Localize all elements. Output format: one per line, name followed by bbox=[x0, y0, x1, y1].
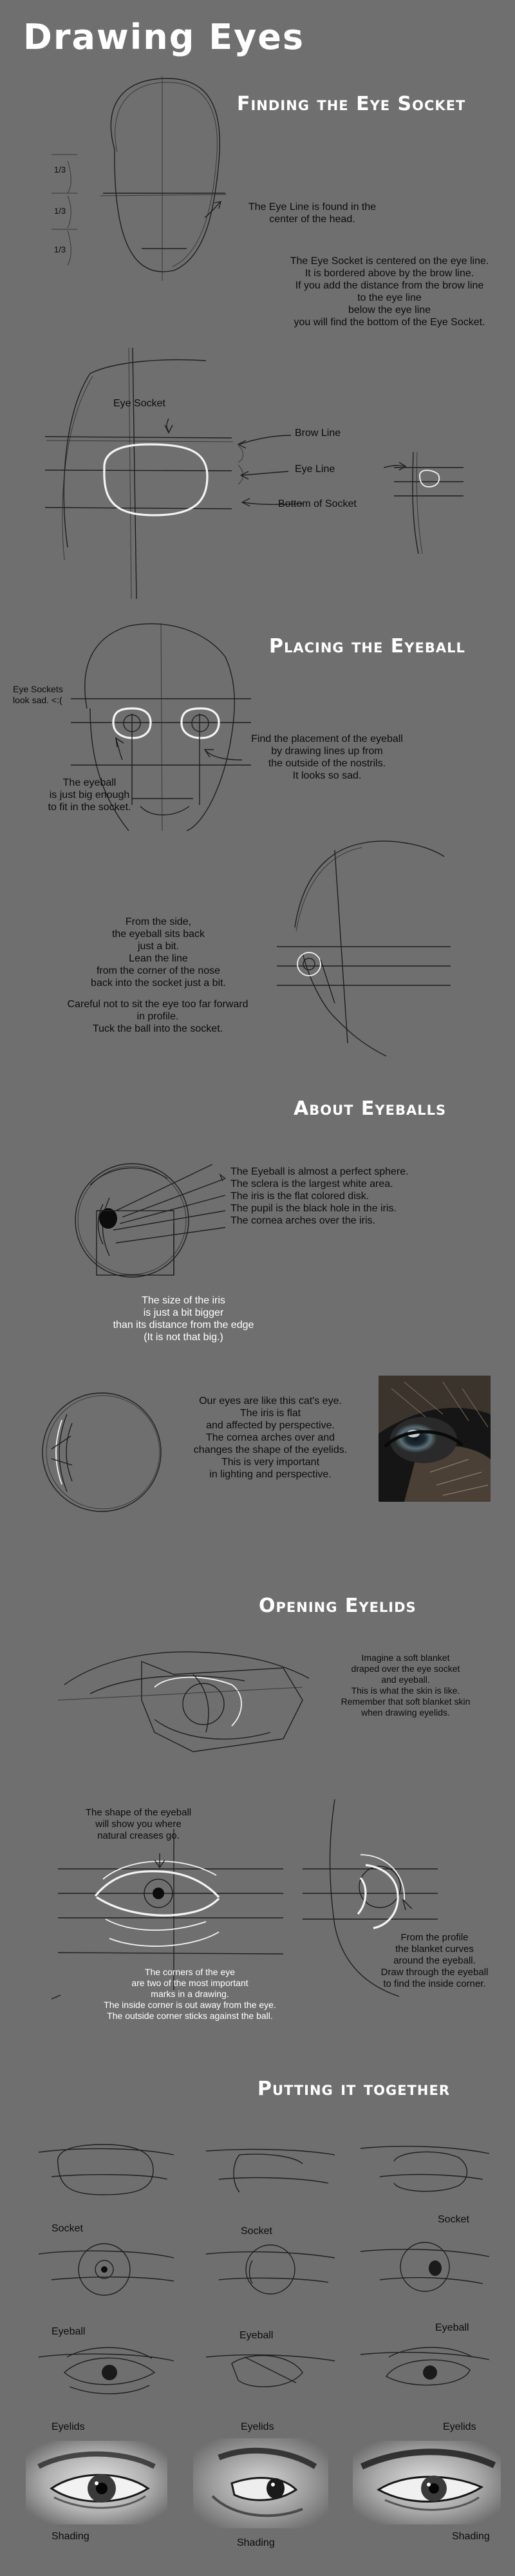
side-note-line: from the corner of the nose bbox=[96, 965, 221, 976]
profile-note-line: From the profile bbox=[400, 1932, 469, 1943]
careful-note-line: Tuck the ball into the socket. bbox=[92, 1023, 223, 1034]
eyeball-side-sketch bbox=[42, 1393, 161, 1511]
head-front-sketch bbox=[52, 76, 227, 281]
label-eye-line: Eye Line bbox=[295, 464, 335, 475]
profile-eyeball-sketch bbox=[277, 841, 451, 1056]
socket-note-line: to the eye line bbox=[357, 292, 422, 303]
sad-note bbox=[13, 684, 63, 706]
iris-note-line: (It is not that big.) bbox=[144, 1332, 223, 1343]
socket-note-line: It is bordered above by the brow line. bbox=[304, 268, 474, 279]
grid-label-eyeball-2: Eyeball bbox=[239, 2330, 274, 2341]
grid-label-eyelids-3: Eyelids bbox=[443, 2421, 476, 2432]
grid-label-socket-2: Socket bbox=[241, 2226, 272, 2237]
eye-line-note: The Eye Line is found in the center of the head. bbox=[248, 202, 377, 225]
iris-note bbox=[97, 1294, 270, 1343]
corners-note-line: marks in a drawing. bbox=[151, 1989, 229, 1999]
eyeball-diagram-sketch bbox=[75, 1164, 225, 1277]
side-note-line: back into the socket just a bit. bbox=[91, 978, 226, 989]
side-note-line: Lean the line bbox=[129, 953, 188, 964]
sphere-note-line: The cornea arches over the iris. bbox=[230, 1215, 375, 1226]
cat-note-line: changes the shape of the eyelids. bbox=[193, 1444, 348, 1455]
socket-note-line: you will find the bottom of the Eye Socket. bbox=[294, 317, 485, 328]
placement-note-line: Find the placement of the eyeball bbox=[251, 734, 403, 744]
socket-head-sketch bbox=[45, 348, 243, 599]
fit-note-line: is just big enough bbox=[49, 790, 130, 800]
placement-note-line: the outside of the nostrils. bbox=[268, 758, 386, 769]
eyelid-blanket-sketch bbox=[58, 1652, 309, 1752]
shading-eye-1 bbox=[26, 2441, 167, 2524]
page-title: Drawing Eyes bbox=[23, 17, 305, 57]
section-title-together: Putting it together bbox=[258, 2078, 450, 2100]
together-grid-sketch bbox=[39, 2145, 489, 2394]
placement-note-line: It looks so sad. bbox=[292, 770, 362, 781]
grid-label-eyelids-2: Eyelids bbox=[241, 2421, 274, 2432]
cat-note-line: in lighting and perspective. bbox=[209, 1469, 332, 1480]
sphere-note-line: The pupil is the black hole in the iris. bbox=[230, 1203, 397, 1214]
side-note-line: From the side, bbox=[125, 916, 192, 927]
corners-note-line: are two of the most important bbox=[131, 1978, 248, 1988]
profile-note bbox=[360, 1932, 509, 1990]
profile-note-line: the blanket curves bbox=[395, 1944, 474, 1955]
placement-note bbox=[243, 733, 411, 782]
blanket-note-line: This is what the skin is like. bbox=[351, 1685, 460, 1696]
eyelid-front-sketch bbox=[58, 1829, 283, 1990]
fraction-1: 1/3 bbox=[54, 165, 66, 175]
cat-note-line: The cornea arches over and bbox=[205, 1432, 335, 1443]
blanket-note-line: and eyeball. bbox=[381, 1674, 430, 1685]
socket-note bbox=[270, 255, 509, 328]
sphere-note bbox=[230, 1166, 501, 1227]
grid-label-socket-1: Socket bbox=[52, 2223, 83, 2234]
label-bottom-socket: Bottom of Socket bbox=[278, 498, 357, 509]
label-eye-socket: Eye Socket bbox=[113, 398, 165, 409]
side-note-line: the eyeball sits back bbox=[111, 929, 205, 940]
profile-note-line: to find the inside corner. bbox=[383, 1978, 486, 1989]
side-note-line: just a bit. bbox=[137, 941, 180, 952]
cat-note-line: Our eyes are like this cat's eye. bbox=[199, 1396, 342, 1406]
corners-note-line: The inside corner is out away from the eye. bbox=[104, 2000, 276, 2010]
blanket-note-line: Remember that soft blanket skin bbox=[341, 1696, 471, 1707]
sad-note-line: look sad. <:( bbox=[13, 695, 62, 705]
label-brow-line: Brow Line bbox=[295, 428, 341, 439]
shading-eye-3 bbox=[353, 2441, 501, 2524]
placement-note-line: by drawing lines up from bbox=[271, 746, 383, 757]
iris-note-line: is just a bit bigger bbox=[143, 1307, 224, 1318]
fit-note-line: to fit in the socket. bbox=[48, 802, 131, 813]
profile-note-line: around the eyeball. bbox=[393, 1955, 476, 1966]
section-title-about: About Eyeballs bbox=[294, 1097, 447, 1120]
section-title-eyelids: Opening Eyelids bbox=[259, 1595, 417, 1617]
corners-note-line: The outside corner sticks against the ball. bbox=[107, 2011, 273, 2021]
corners-note-line: The corners of the eye bbox=[144, 1967, 236, 1977]
cat-note-line: The iris is flat bbox=[239, 1408, 301, 1419]
socket-note-line: The Eye Socket is centered on the eye line. bbox=[290, 256, 489, 267]
sad-note-line: Eye Sockets bbox=[13, 684, 63, 694]
cat-note-line: and affected by perspective. bbox=[206, 1420, 335, 1431]
socket-note-line: If you add the distance from the brow line bbox=[295, 280, 484, 291]
section-title-socket: Finding the Eye Socket bbox=[237, 93, 466, 115]
sphere-note-line: The sclera is the largest white area. bbox=[230, 1179, 393, 1189]
side-note bbox=[62, 916, 255, 989]
profile-note-line: Draw through the eyeball bbox=[380, 1967, 489, 1978]
cat-eye-photo bbox=[379, 1376, 491, 1502]
fraction-3: 1/3 bbox=[54, 245, 66, 254]
grid-label-eyeball-3: Eyeball bbox=[435, 2322, 469, 2333]
corners-note bbox=[71, 1967, 309, 2022]
crease-note-line: will show you where bbox=[95, 1819, 182, 1830]
blanket-note-line: when drawing eyelids. bbox=[361, 1707, 450, 1718]
sphere-note-line: The Eyeball is almost a perfect sphere. bbox=[230, 1166, 409, 1177]
socket-note-line: below the eye line bbox=[348, 305, 431, 316]
grid-label-socket-3: Socket bbox=[438, 2214, 469, 2225]
sphere-note-line: The iris is the flat colored disk. bbox=[230, 1191, 370, 1202]
blanket-note-line: draped over the eye socket bbox=[351, 1663, 460, 1674]
section-title-eyeball: Placing the Eyeball bbox=[269, 635, 465, 658]
crease-note-line: The shape of the eyeball bbox=[85, 1807, 192, 1818]
cat-note-line: This is very important bbox=[221, 1457, 320, 1468]
crease-note bbox=[64, 1807, 212, 1842]
blanket-note-line: Imagine a soft blanket bbox=[361, 1653, 450, 1663]
grid-label-shading-1: Shading bbox=[52, 2531, 89, 2542]
grid-label-shading-3: Shading bbox=[452, 2531, 490, 2542]
fraction-2: 1/3 bbox=[54, 206, 66, 216]
cat-note bbox=[174, 1395, 367, 1481]
grid-label-eyelids-1: Eyelids bbox=[52, 2421, 85, 2432]
careful-note-line: in profile. bbox=[136, 1011, 179, 1022]
iris-note-line: The size of the iris bbox=[142, 1295, 225, 1306]
iris-note-line: than its distance from the edge bbox=[113, 1320, 254, 1331]
crease-note-line: natural creases go. bbox=[97, 1830, 180, 1841]
careful-note-line: Careful not to sit the eye too far forward bbox=[67, 999, 248, 1010]
grid-label-shading-2: Shading bbox=[237, 2537, 275, 2548]
careful-note bbox=[52, 998, 264, 1035]
fit-note-line: The eyeball bbox=[62, 777, 117, 788]
grid-label-eyeball-1: Eyeball bbox=[52, 2326, 86, 2337]
fit-note bbox=[35, 777, 144, 813]
shading-eye-2 bbox=[193, 2438, 328, 2528]
blanket-note bbox=[309, 1653, 502, 1718]
